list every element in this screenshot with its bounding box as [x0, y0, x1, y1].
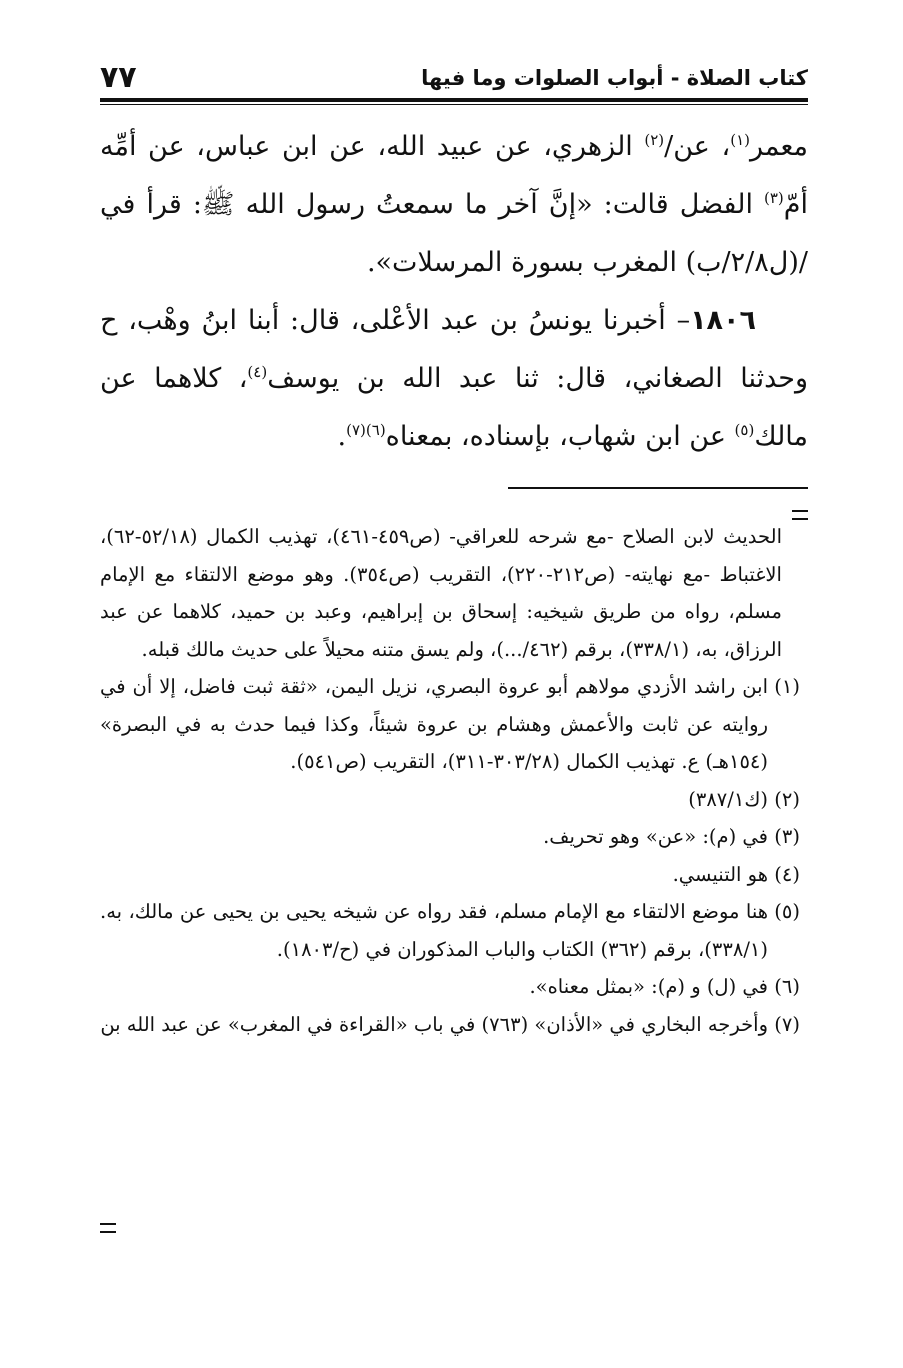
- header-rule-thick: [100, 98, 808, 102]
- footnote-ref-3[interactable]: (٣): [764, 189, 784, 207]
- text-run: – أخبرنا يونسُ بن عبد الأعْلى، قال: أبنا ابنُ وهْب، ح وحدثنا الصغاني، قال: ثنا عبد الله بن يوسف: [100, 305, 809, 394]
- footnote-3: [100, 818, 800, 856]
- footnote-text: ابن راشد الأزدي مولاهم أبو عروة البصري، نزيل اليمن، «ثقة ثبت فاضل، إلا أن في روايته عن ثابت والأعمش وهشام بن عروة شيئاً، وكذا فيما حدث به في البصرة» (١٥٤هـ) ع. تهذيب الكمال (٣٠٣/٢٨-٣١١)، التقريب (ص٥٤١).: [100, 675, 768, 773]
- footnote-6: [100, 968, 800, 1006]
- text-run: .: [337, 421, 347, 452]
- footnote-5: [100, 893, 800, 968]
- footnote-number: (٧): [774, 1012, 800, 1036]
- footnote-text: (ك٣٨٧/١): [688, 787, 768, 811]
- footnote-ref-2[interactable]: (٢): [644, 131, 665, 149]
- footnote-ref-6[interactable]: (٦): [365, 421, 386, 439]
- footnotes: [100, 518, 800, 1043]
- footnote-text: وأخرجه البخاري في «الأذان» (٧٦٣) في باب «القراءة في المغرب» عن عبد الله بن: [100, 1012, 768, 1036]
- footnote-text: هو التنيسي.: [672, 862, 768, 886]
- text-run: عن ابن شهاب، بإسناده، بمعناه: [385, 421, 735, 452]
- hadith-number: ١٨٠٦: [690, 305, 756, 336]
- text-run: ، كلاهما عن مالك: [100, 363, 808, 452]
- main-paragraph-1: [100, 118, 808, 292]
- footnote-text: في (م): «عن» وهو تحريف.: [543, 825, 768, 848]
- footnote-ref-1[interactable]: (١): [730, 131, 750, 149]
- footnote-4: [100, 856, 800, 894]
- footnote-number: (٢): [774, 787, 800, 811]
- page-number: ٧٧: [100, 60, 137, 95]
- footnote-number: (٦): [774, 975, 800, 998]
- footnote-2: [100, 781, 800, 819]
- footnote-text: في (ل) و (م): «بمثل معناه».: [529, 975, 768, 998]
- continuation-mark-bottom: [100, 1223, 116, 1233]
- text-run: معمر: [750, 131, 808, 162]
- footnote-number: (٤): [774, 862, 800, 886]
- footnote-separator: [508, 487, 808, 489]
- footnote-ref-5[interactable]: (٥): [734, 421, 755, 439]
- main-paragraph-2: [100, 292, 808, 466]
- text-run: ، عن/: [664, 131, 731, 162]
- header-rule-thin: [100, 104, 808, 105]
- text-run: الزهري، عن عبيد الله، عن ابن عباس، عن أمِّه أمّ: [100, 131, 808, 220]
- footnote-ref-4[interactable]: (٤): [247, 363, 268, 381]
- footnote-1: [100, 668, 800, 781]
- footnote-carryover: الحديث لابن الصلاح -مع شرحه للعراقي- (ص٤٥٩-٤٦١)، تهذيب الكمال (٥٢/١٨-٦٢)، الاغتباط -مع نهايته- (ص٢١٢-٢٢٠)، التقريب (ص٣٥٤). وهو موضع الالتقاء مع الإمام مسلم، رواه من طريق شيخيه: إسحاق بن إبراهيم، وعبد بن حميد، كلاهما عن عبد الرزاق، به، (٣٣٨/١)، برقم (٤٦٢/...)، ولم يسق متنه محيلاً على حديث مالك قبله.: [100, 525, 782, 661]
- text-run: الفضل قالت: «إنَّ آخر ما سمعتُ رسول الله ﷺ: قرأ في /(ل٢/٨/ب) المغرب بسورة المرسلات».: [100, 189, 808, 278]
- footnote-7: [100, 1006, 800, 1044]
- footnote-ref-7[interactable]: (٧): [346, 421, 366, 439]
- running-title: كتاب الصلاة - أبواب الصلوات وما فيها: [421, 66, 808, 90]
- footnote-number: (٥): [774, 900, 800, 923]
- footnote-number: (١): [774, 675, 800, 698]
- footnote-text: هنا موضع الالتقاء مع الإمام مسلم، فقد رواه عن شيخه يحيى بن يحيى عن مالك، به. (٣٣٨/١)، برقم (٣٦٢) الكتاب والباب المذكوران في (ح/١٨٠٣).: [100, 900, 768, 961]
- footnote-number: (٣): [774, 825, 800, 848]
- main-text: [100, 118, 808, 466]
